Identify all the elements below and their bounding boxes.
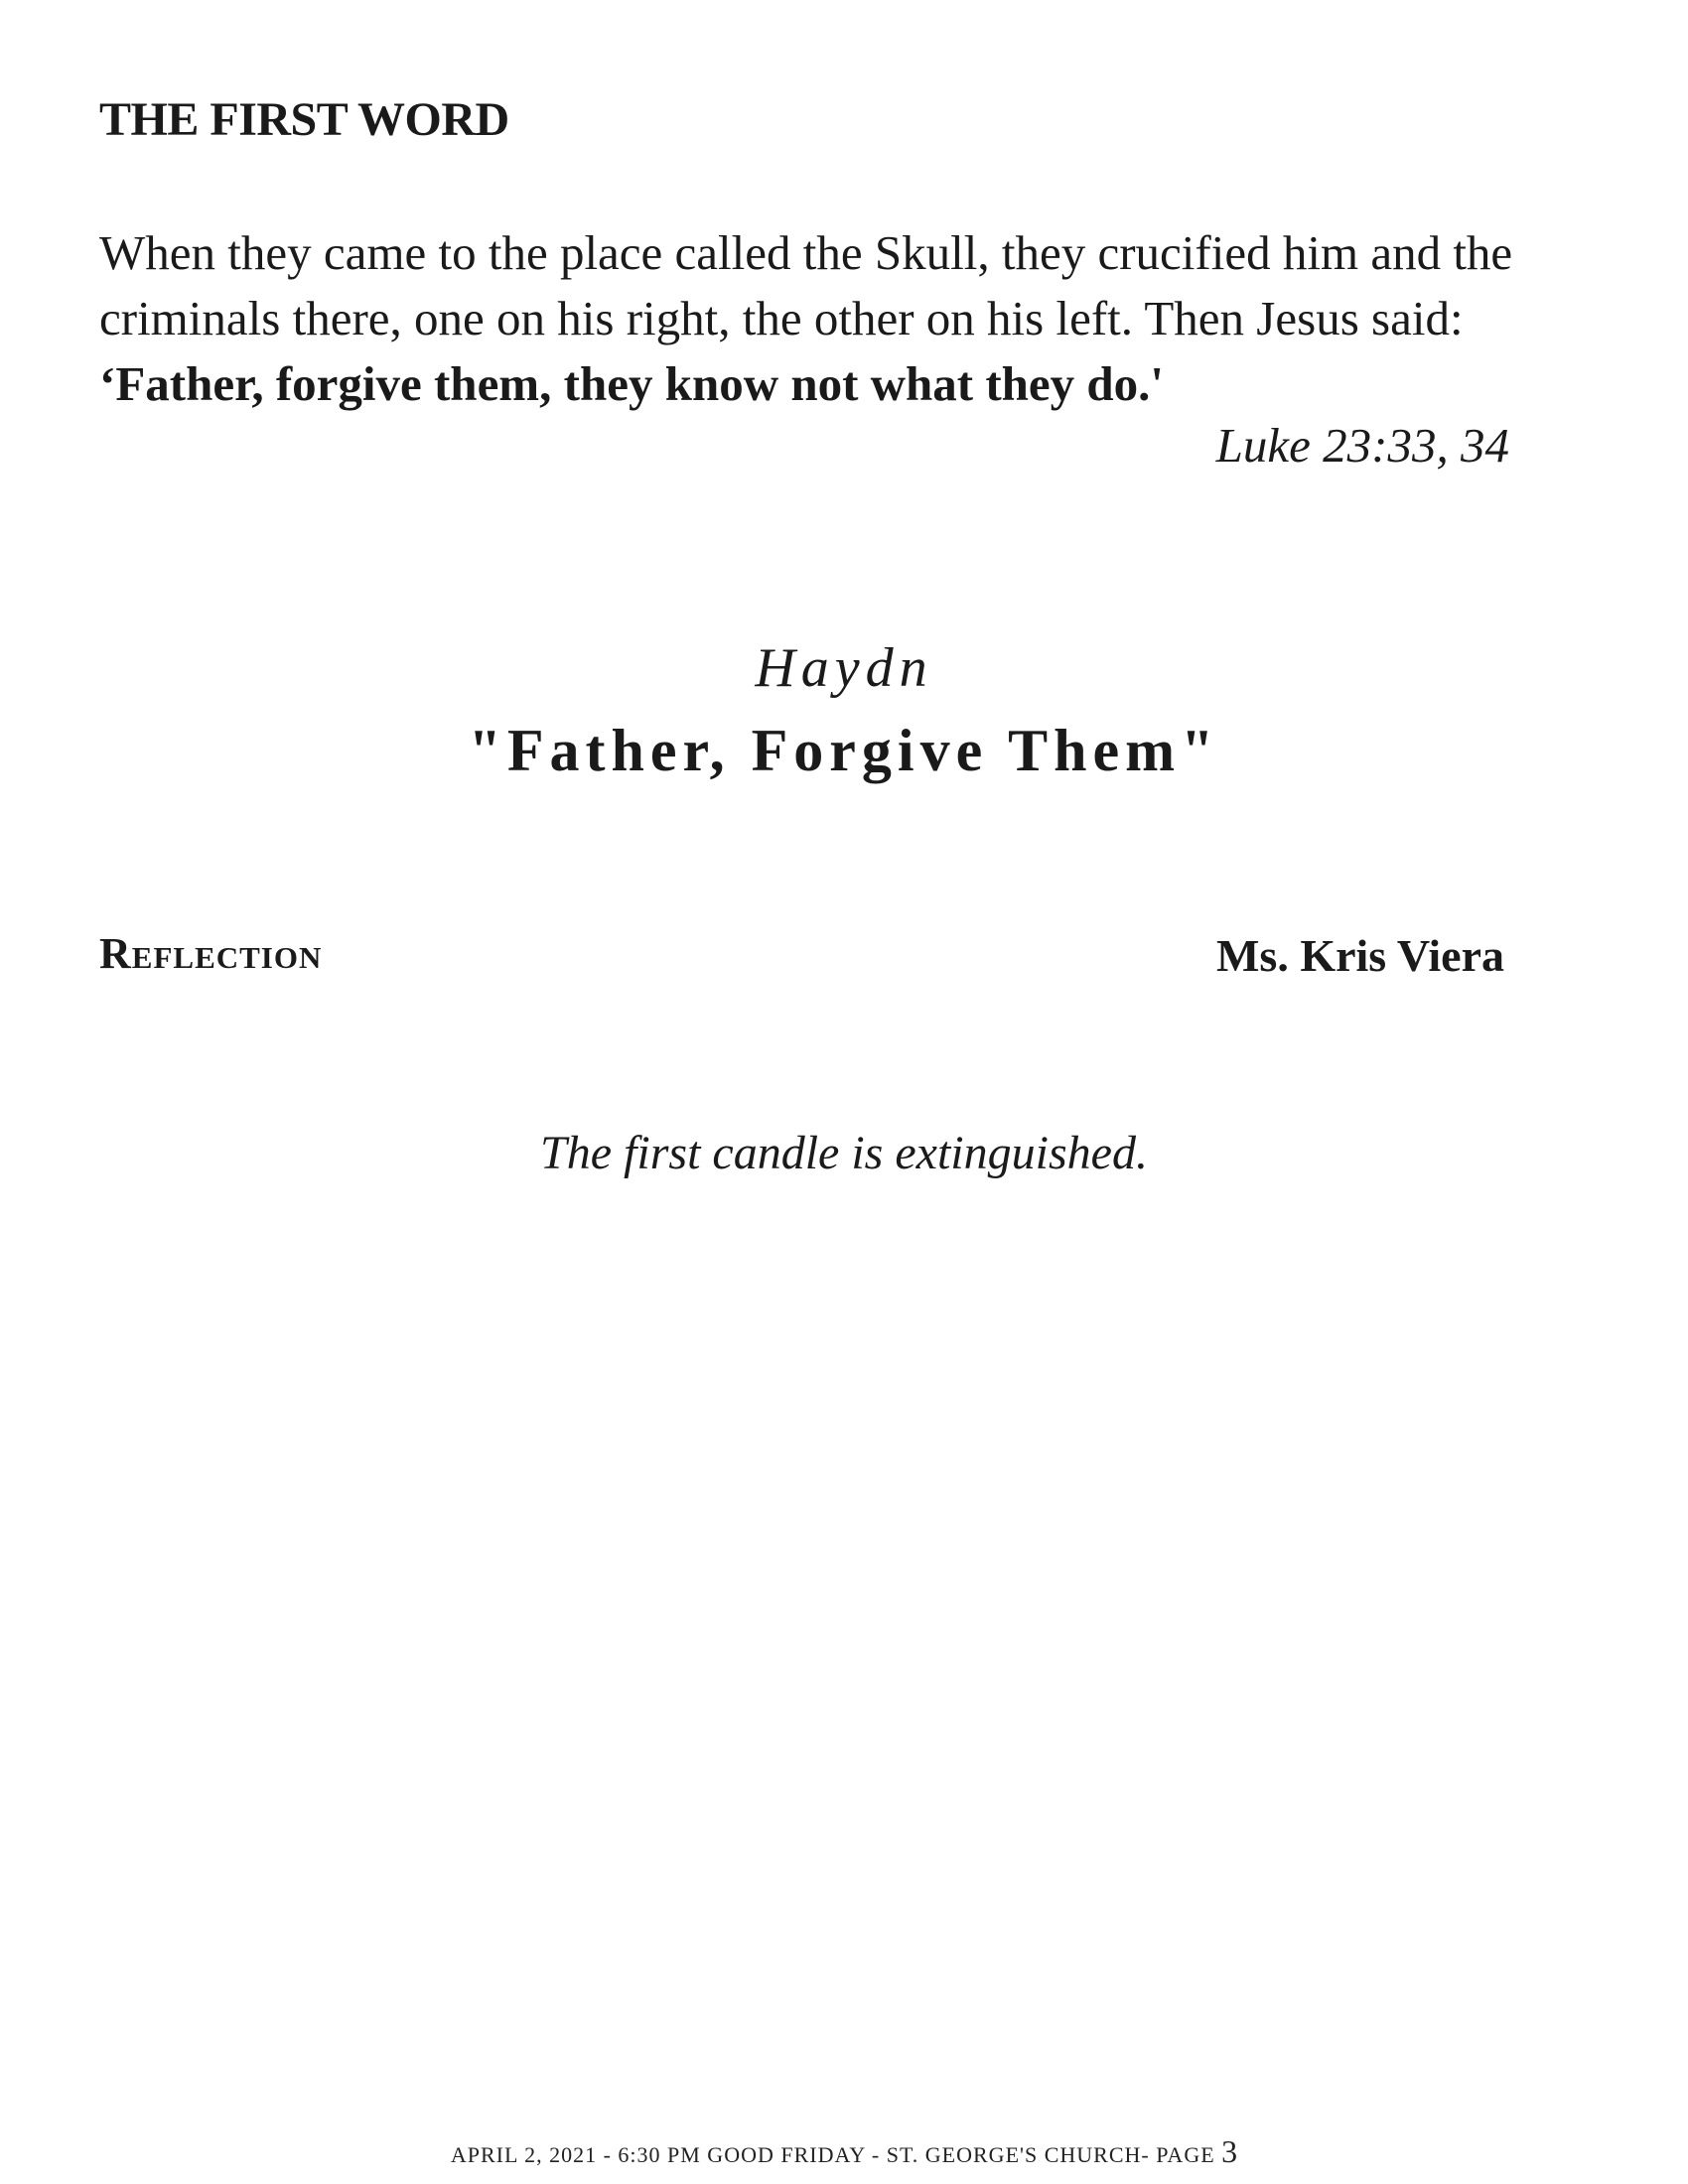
page-number: 3 bbox=[1221, 2133, 1238, 2169]
music-title: "Father, Forgive Them" bbox=[468, 718, 1220, 783]
music-composer: Haydn bbox=[755, 637, 933, 699]
scripture-passage bbox=[99, 220, 1599, 417]
scripture-quote: ‘Father, forgive them, they know not what they do.' bbox=[99, 356, 1165, 411]
scripture-text: When they came to the place called the Skull, they crucified him and the criminals there, one on his right, the other on his left. Then Jesus said: bbox=[99, 225, 1513, 345]
footer-text: APRIL 2, 2021 - 6:30 PM GOOD FRIDAY - ST. GEORGE'S CHURCH- PAGE bbox=[450, 2142, 1222, 2167]
candle-rubric: The first candle is extinguished. bbox=[540, 1127, 1148, 1179]
reflection-speaker: Ms. Kris Viera bbox=[1216, 930, 1504, 981]
page-footer bbox=[0, 2132, 1688, 2170]
section-heading: THE FIRST WORD bbox=[99, 93, 509, 146]
reflection-label: Reflection bbox=[99, 929, 323, 978]
scripture-citation: Luke 23:33, 34 bbox=[1215, 418, 1509, 473]
